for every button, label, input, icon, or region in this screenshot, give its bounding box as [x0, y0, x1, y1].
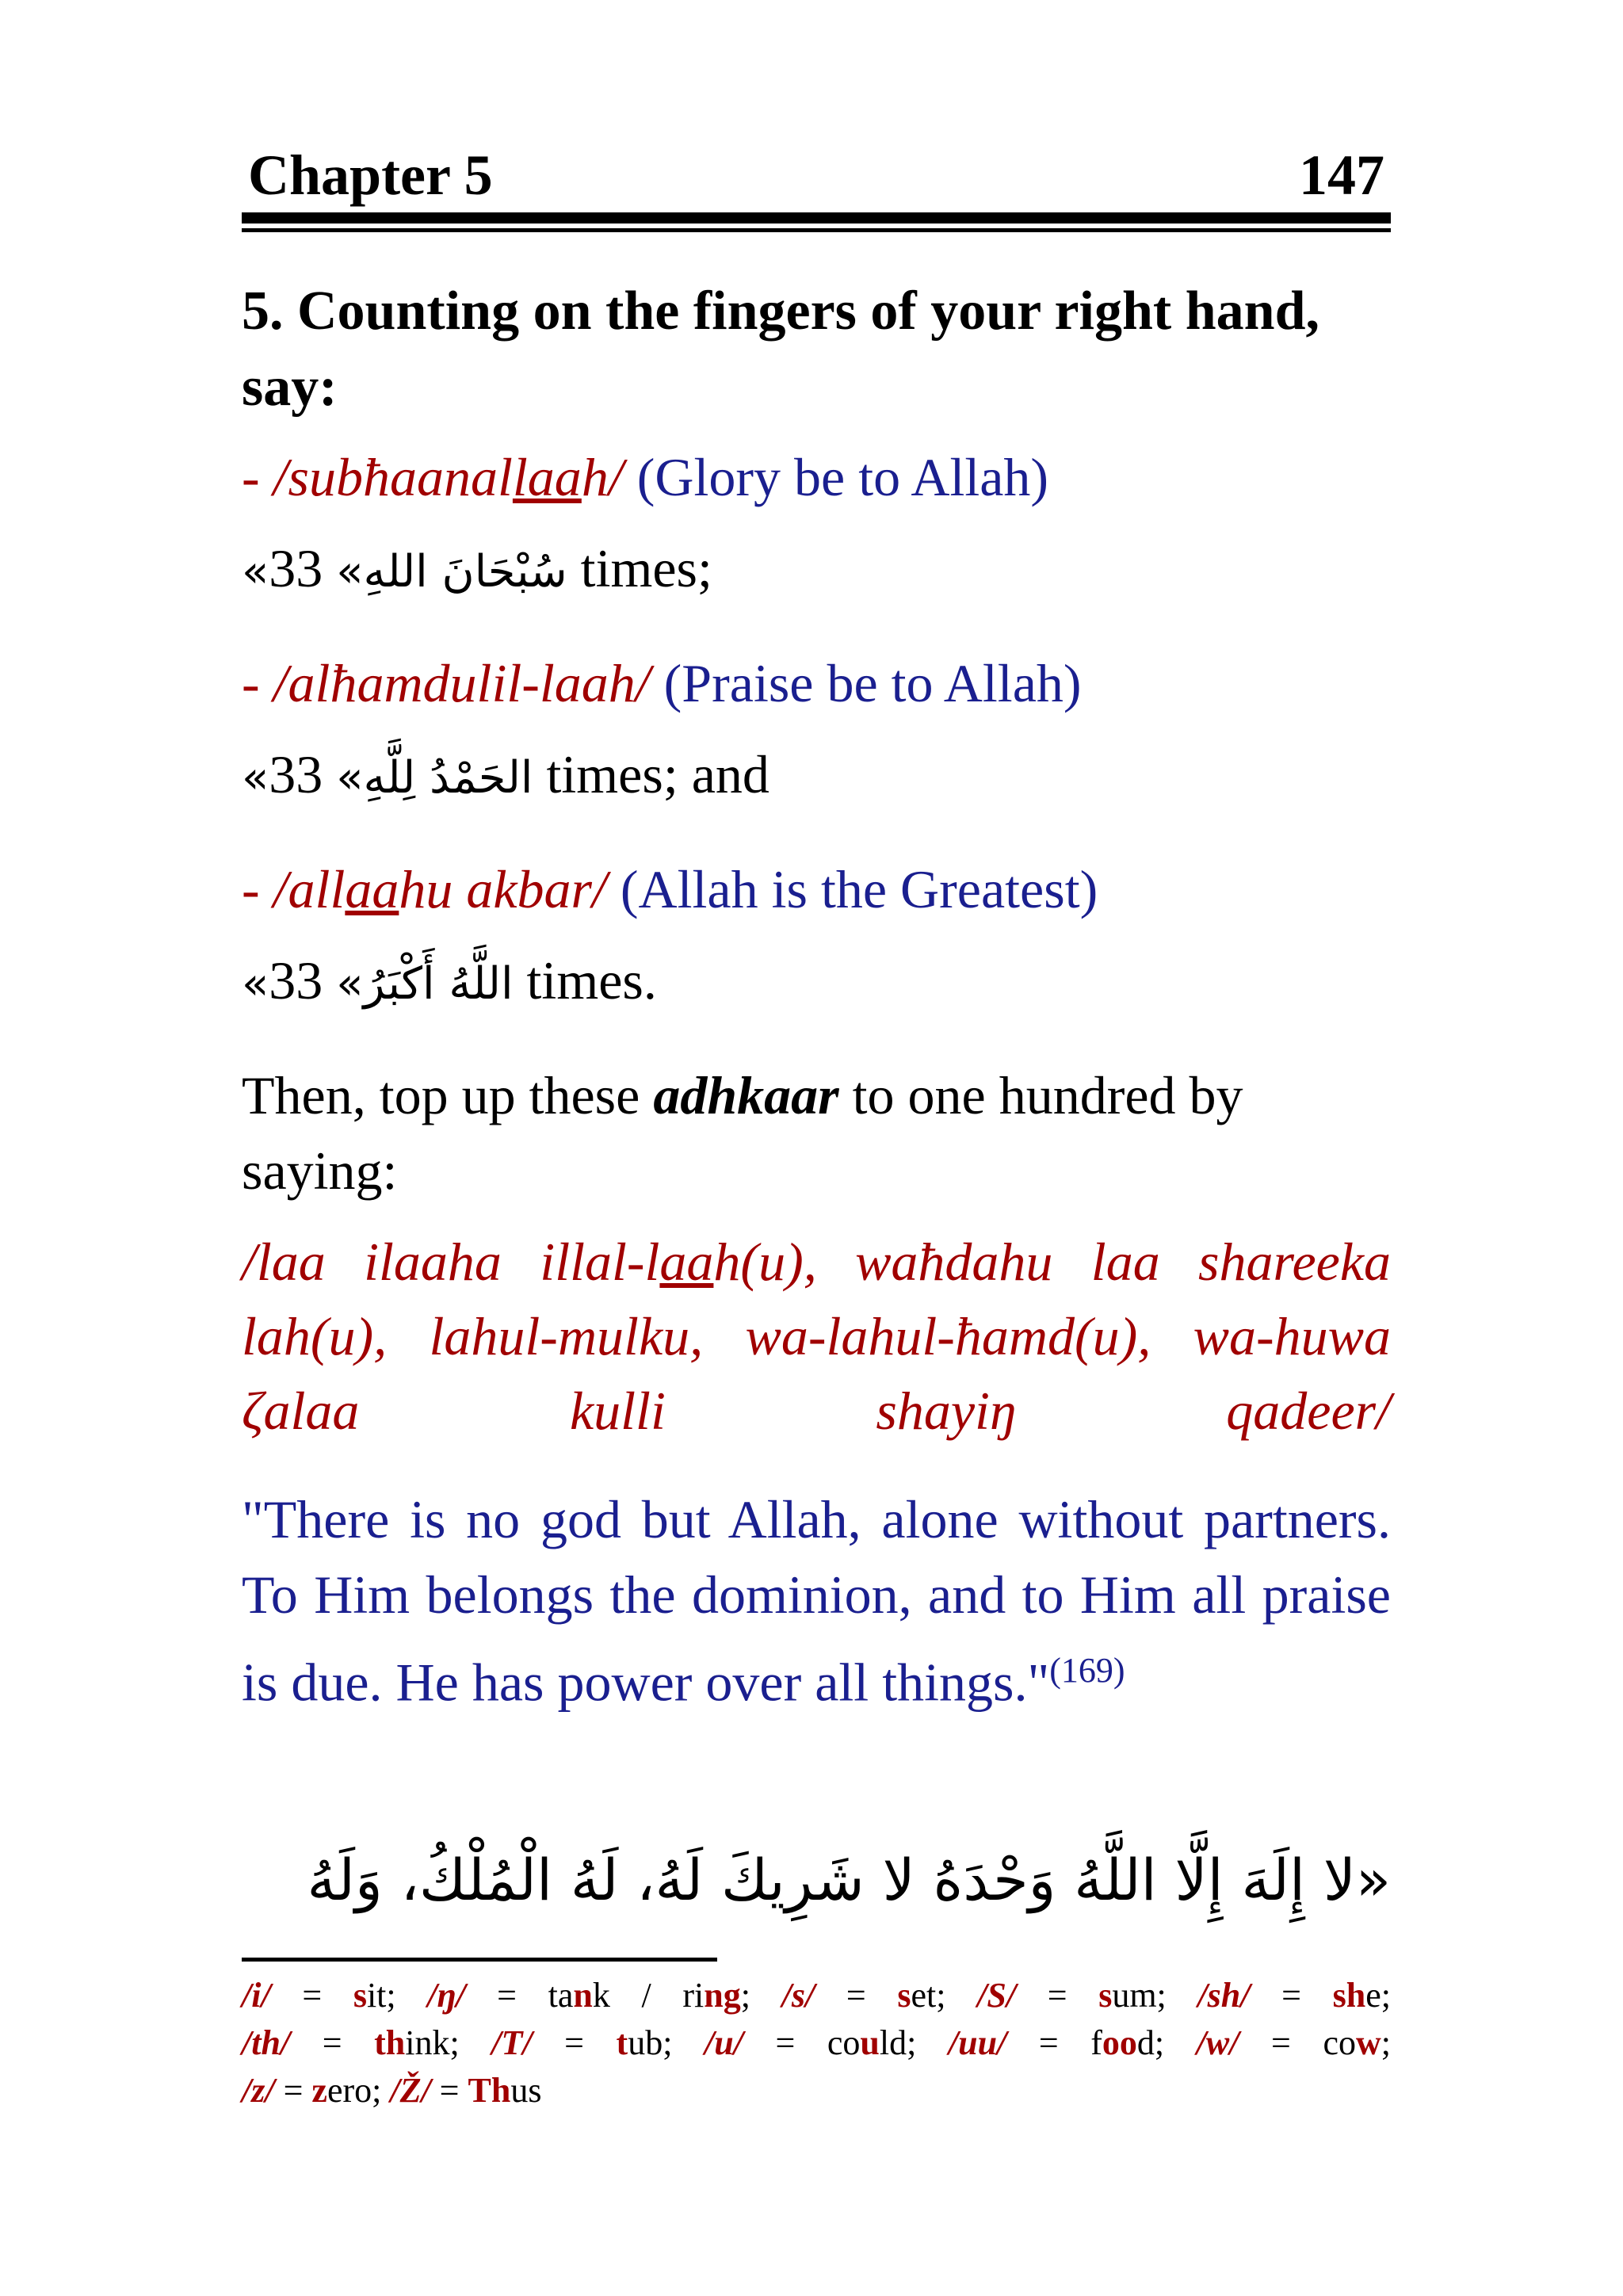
- footnote-equals: =: [274, 2071, 312, 2110]
- footnote-word-end: d;: [1136, 2023, 1197, 2062]
- footnote-word-end: ld;: [879, 2023, 949, 2062]
- footnote-word-end: um;: [1112, 1976, 1198, 2015]
- dhikr-line-3: [242, 852, 1391, 927]
- footnote-word-end: us: [510, 2071, 542, 2110]
- footnote-key: /i/: [242, 1976, 271, 2015]
- footnote-equals: =: [815, 1976, 898, 2015]
- footnote-highlight: t: [616, 2023, 628, 2062]
- dhikr-line-1: [242, 440, 1391, 515]
- translit-text-b: h(u), waħdahu laa shareeka lah(u), lahul-mulku, wa-lahul-ħamd(u), wa-huwa ζalaa kulli shayiŋ qadeer/: [242, 1232, 1392, 1441]
- translation-text: "There is no god but Allah, alone without partners. To Him belongs the dominion, and to Him all praise is due. He has power over all things.": [242, 1489, 1391, 1713]
- footnote-key: /sh/: [1197, 1976, 1251, 2015]
- footnote-key: /u/: [704, 2023, 743, 2062]
- footnote-word-end: e;: [1365, 1976, 1391, 2015]
- section-heading: 5. Counting on the fingers of your right hand, say:: [242, 281, 1320, 418]
- footnote-word-end: ink;: [405, 2023, 492, 2062]
- footnote-highlight: oo: [1102, 2023, 1137, 2062]
- arabic-text-line: «لا إِلَهَ إِلَّا اللَّهُ وَحْدَهُ لا شَرِيكَ لَهُ، لَهُ الْمُلْكُ، وَلَهُ: [307, 1847, 1391, 1913]
- footnote-equals: =: [1016, 1976, 1099, 2015]
- footnote-highlight: n: [573, 1976, 593, 2015]
- instruction-term: adhkaar: [653, 1065, 839, 1125]
- dhikr-translit-underlined: aa: [345, 859, 399, 919]
- footnote-key: /w/: [1196, 2023, 1239, 2062]
- footnote-equals: =: [430, 2071, 468, 2110]
- dhikr-count-2: [242, 737, 1391, 816]
- transliteration-paragraph: [242, 1224, 1391, 1448]
- book-page: [242, 0, 1391, 2296]
- footnote-equals: =: [743, 2023, 827, 2062]
- instruction-text-a: Then, top up these: [242, 1065, 654, 1125]
- footnote-word: co: [1323, 2023, 1356, 2062]
- dhikr-arabic: «الحَمْدُ لِلَّهِ»: [242, 752, 533, 804]
- footnote-key: /S/: [977, 1976, 1017, 2015]
- footnote-equals: =: [465, 1976, 548, 2015]
- dhikr-translit: /all: [273, 859, 346, 919]
- dhikr-dash: -: [242, 653, 273, 713]
- footnote-equals: =: [1250, 1976, 1333, 2015]
- page-header: [242, 143, 1391, 206]
- footnote-word-end: ub;: [628, 2023, 705, 2062]
- footnote-key: /z/: [242, 2071, 275, 2110]
- dhikr-count: 33 times.: [269, 950, 657, 1010]
- footnote-word-end: et;: [911, 1976, 978, 2015]
- footnote-line-3: [242, 2070, 1391, 2111]
- dhikr-meaning: (Glory be to Allah): [623, 447, 1049, 507]
- footnote-word-end: it;: [366, 1976, 428, 2015]
- chapter-label: Chapter 5: [248, 143, 493, 207]
- footnote-equals: =: [1239, 2023, 1323, 2062]
- footnote-highlight: s: [897, 1976, 911, 2015]
- footnote-highlight: s: [353, 1976, 367, 2015]
- dhikr-dash: -: [242, 859, 273, 919]
- header-rule-thin: [242, 228, 1391, 232]
- translit-underlined: aa: [659, 1232, 714, 1292]
- footnote-word-end: ero;: [327, 2071, 391, 2110]
- footnote-word-end: ;: [740, 1976, 782, 2015]
- footnote-line-2: [242, 2023, 1391, 2064]
- footnote-reference: (169): [1049, 1651, 1125, 1690]
- footnote-equals: =: [532, 2023, 617, 2062]
- footnote-highlight: u: [860, 2023, 880, 2062]
- footnote-highlight: th: [374, 2023, 406, 2062]
- dhikr-meaning: (Praise be to Allah): [650, 653, 1082, 713]
- footnote-key: /uu/: [948, 2023, 1007, 2062]
- dhikr-translit-end: hu akbar/: [399, 859, 607, 919]
- footnote-highlight: Th: [468, 2071, 511, 2110]
- instruction-paragraph: [242, 1058, 1391, 1209]
- footnote-word: ta: [548, 1976, 574, 2015]
- dhikr-count-1: [242, 531, 1391, 609]
- footnote-key: /s/: [781, 1976, 815, 2015]
- footnote-equals: =: [290, 2023, 375, 2062]
- footnote-equals: =: [1006, 2023, 1091, 2062]
- footnote-word-end: k / ri: [592, 1976, 705, 2015]
- dhikr-count: 33 times;: [269, 538, 712, 598]
- dhikr-translit: /subħaanal: [273, 447, 513, 507]
- footnote-rule: [242, 1958, 717, 1962]
- dhikr-line-2: [242, 646, 1391, 721]
- footnote-highlight: ng: [704, 1976, 741, 2015]
- instruction-text-c: to one hundred by saying:: [242, 1065, 1243, 1201]
- footnote-key: /ŋ/: [427, 1976, 466, 2015]
- footnote-highlight: sh: [1332, 1976, 1366, 2015]
- footnote-word: co: [827, 2023, 861, 2062]
- footnote-word: f: [1090, 2023, 1102, 2062]
- dhikr-translit: /alħamdulil-laah/: [273, 653, 651, 713]
- dhikr-translit-underlined: laa: [512, 447, 582, 507]
- footnote-line-1: [242, 1975, 1391, 2016]
- dhikr-arabic: «سُبْحَانَ اللهِ»: [242, 546, 567, 598]
- dhikr-arabic: «اللَّهُ أَكْبَرُ»: [242, 958, 514, 1010]
- dhikr-dash: -: [242, 447, 273, 507]
- footnote-key: /Ž/: [390, 2071, 431, 2110]
- footnote-equals: =: [270, 1976, 353, 2015]
- footnote-word-end: ;: [1381, 2023, 1391, 2062]
- footnote-highlight: w: [1355, 2023, 1381, 2062]
- dhikr-meaning: (Allah is the Greatest): [606, 859, 1098, 919]
- translation-paragraph: [242, 1482, 1391, 1721]
- dhikr-translit-end: h/: [581, 447, 624, 507]
- footnote-highlight: z: [311, 2071, 327, 2110]
- footnote-highlight: s: [1098, 1976, 1113, 2015]
- footnote-key: /T/: [491, 2023, 533, 2062]
- footnote-key: /th/: [242, 2023, 291, 2062]
- dhikr-count-3: [242, 943, 1391, 1022]
- header-rule-thick: [242, 212, 1391, 223]
- dhikr-count: 33 times; and: [269, 744, 769, 804]
- translit-text-a: /laa ilaaha illal-l: [242, 1232, 660, 1292]
- page-number: 147: [1299, 143, 1384, 207]
